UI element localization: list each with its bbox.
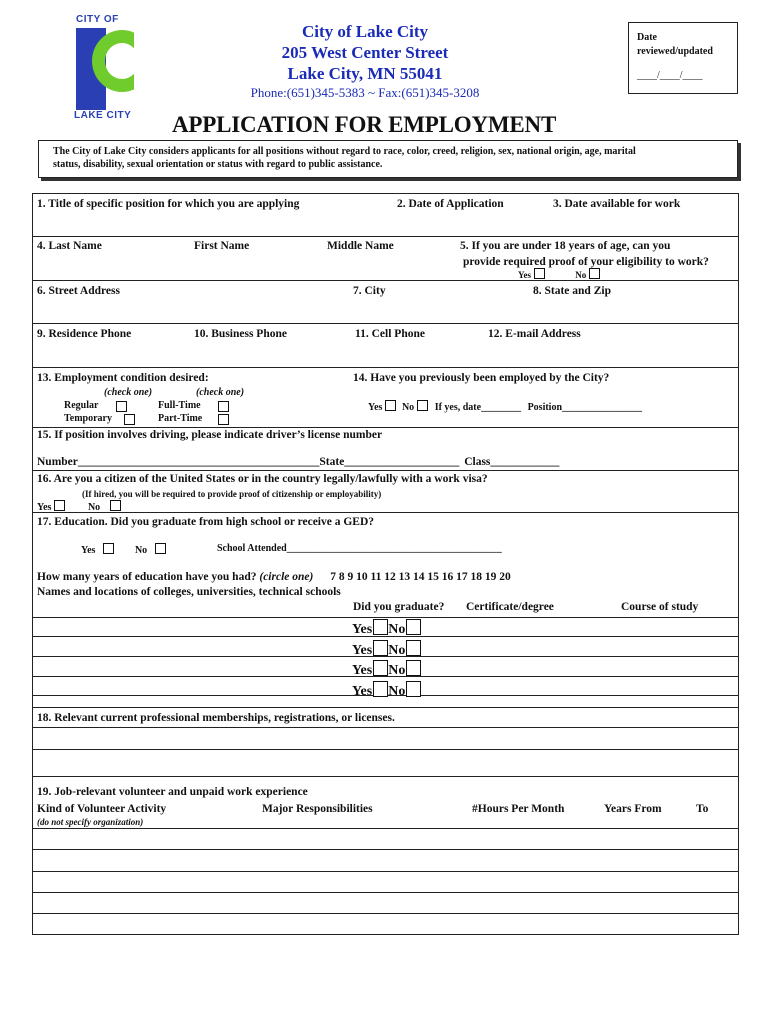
prev-no-label: No [401, 402, 415, 413]
college4-no-label: No [388, 683, 406, 699]
org-name: City of Lake City [301, 22, 429, 41]
prev-yes-checkbox[interactable] [385, 400, 396, 411]
field-date-available: 3. Date available for work [553, 198, 681, 210]
temporary-label: Temporary [64, 413, 112, 424]
license-number-field[interactable]: Number__________________________________________ [37, 456, 320, 468]
notice-text: The City of Lake City considers applicants for all positions without regard to race, color, creed, religion, sex, national origin, age, marital status, disability, sexual orientation or status with regard to public assistance. [53, 146, 636, 170]
colleges-label: Names and locations of colleges, universities, technical schools [37, 586, 341, 598]
years-options[interactable]: 7 8 9 10 11 12 13 14 15 16 17 18 19 20 [330, 571, 511, 583]
field-volunteer: 19. Job-relevant volunteer and unpaid work experience [37, 786, 308, 798]
college2-no-checkbox[interactable] [406, 640, 421, 656]
certificate-header: Certificate/degree [466, 601, 554, 613]
review-box [628, 22, 738, 94]
college1-no-checkbox[interactable] [406, 619, 421, 635]
citizen-note: (If hired, you will be required to provide proof of citizenship or employability) [82, 489, 382, 499]
fulltime-label: Full-Time [158, 400, 201, 411]
school-attended-field[interactable]: School Attended___________________________________________ [217, 543, 502, 554]
field-city: 7. City [353, 285, 386, 297]
citizen-yes-checkbox[interactable] [54, 500, 65, 511]
field-education: 17. Education. Did you graduate from high school or receive a GED? [37, 516, 375, 528]
volunteer-to-header: To [696, 803, 709, 815]
parttime-checkbox[interactable] [218, 414, 229, 425]
field-last-name: 4. Last Name [37, 240, 102, 252]
field-state-zip: 8. State and Zip [533, 285, 611, 297]
volunteer-major-header: Major Responsibilities [262, 803, 373, 815]
notice-box [38, 140, 738, 178]
temporary-checkbox[interactable] [124, 414, 135, 425]
college2-no-label: No [388, 642, 406, 658]
license-state-field[interactable]: State____________________ [319, 456, 460, 468]
citizen-no-label: No [87, 502, 101, 513]
citizen-no-checkbox[interactable] [110, 500, 121, 511]
field-residence-phone: 9. Residence Phone [37, 328, 132, 340]
org-street: 205 West Center Street [281, 43, 449, 62]
review-date-blank: ____/____/____ [637, 70, 703, 81]
field-email: 12. E-mail Address [488, 328, 581, 340]
under18-yes-checkbox[interactable] [534, 268, 545, 279]
logo-bottom-text: LAKE CITY [74, 110, 132, 121]
hs-yes-checkbox[interactable] [103, 543, 114, 554]
field-previously-employed: 14. Have you previously been employed by the City? [353, 372, 610, 384]
regular-checkbox[interactable] [116, 401, 127, 412]
field-citizen: 16. Are you a citizen of the United States or in the country legally/lawfully with a work visa? [37, 473, 488, 485]
volunteer-kind-header: Kind of Volunteer Activity [37, 803, 167, 815]
under18-no-label: No [575, 270, 587, 280]
prev-no-checkbox[interactable] [417, 400, 428, 411]
prev-yes-label: Yes [368, 402, 383, 413]
field-date-application: 2. Date of Application [397, 198, 504, 210]
check-one-2: (check one) [196, 387, 245, 398]
college1-no-label: No [388, 622, 406, 637]
college1-yes-label: Yes [352, 622, 373, 637]
citizen-yes-label: Yes [37, 502, 52, 513]
city-logo [72, 14, 156, 124]
volunteer-kind-note: (do not specify organization) [37, 817, 144, 827]
prev-position-field[interactable]: Position________________ [527, 402, 643, 413]
under18-no-checkbox[interactable] [589, 268, 600, 279]
college1-yes-checkbox[interactable] [373, 619, 388, 635]
form-title: APPLICATION FOR EMPLOYMENT [172, 112, 557, 137]
field-drivers-license: 15. If position involves driving, please indicate driver’s license number [37, 429, 383, 441]
college4-yes-checkbox[interactable] [373, 681, 388, 697]
college2-yes-checkbox[interactable] [373, 640, 388, 656]
field-street-address: 6. Street Address [37, 285, 120, 297]
college3-yes-checkbox[interactable] [373, 660, 388, 676]
org-city: Lake City, MN 55041 [287, 64, 443, 83]
hs-yes-label: Yes [81, 545, 96, 556]
license-class-field[interactable]: Class____________ [464, 456, 560, 468]
org-contact: Phone:(651)345-5383 ~ Fax:(651)345-3208 [250, 85, 480, 100]
under18-yes-label: Yes [518, 270, 531, 280]
years-education-question: How many years of education have you had? [37, 571, 257, 583]
prev-date-field[interactable]: If yes, date________ [434, 402, 522, 413]
field-middle-name: Middle Name [327, 240, 394, 252]
field-under-18: 5. If you are under 18 years of age, can you [460, 240, 671, 252]
volunteer-years-from-header: Years From [604, 803, 662, 815]
field-business-phone: 10. Business Phone [194, 328, 287, 340]
hs-no-label: No [134, 545, 148, 556]
regular-label: Regular [64, 400, 99, 411]
college3-yes-label: Yes [352, 663, 373, 678]
college3-no-checkbox[interactable] [406, 660, 421, 676]
volunteer-hours-header: #Hours Per Month [472, 803, 565, 815]
college2-yes-label: Yes [352, 642, 373, 658]
circle-one-label: (circle one) [259, 571, 314, 583]
fulltime-checkbox[interactable] [218, 401, 229, 412]
college3-no-label: No [388, 663, 406, 678]
field-first-name: First Name [194, 240, 250, 252]
college4-yes-label: Yes [352, 683, 373, 699]
review-label: Date reviewed/updated [637, 32, 713, 57]
course-header: Course of study [621, 601, 699, 613]
field-employment-condition: 13. Employment condition desired: [37, 372, 209, 384]
logo-top-text: CITY OF [76, 14, 119, 25]
field-under-18-b: provide required proof of your eligibility to work? [463, 256, 709, 268]
parttime-label: Part-Time [158, 413, 203, 424]
field-cell-phone: 11. Cell Phone [355, 328, 425, 340]
hs-no-checkbox[interactable] [155, 543, 166, 554]
logo-green-ring [92, 30, 152, 92]
check-one-1: (check one) [104, 387, 153, 398]
college4-no-checkbox[interactable] [406, 681, 421, 697]
did-graduate-header: Did you graduate? [353, 601, 445, 613]
field-position-title: 1. Title of specific position for which you are applying [37, 198, 300, 210]
field-memberships: 18. Relevant current professional memberships, registrations, or licenses. [37, 712, 395, 724]
